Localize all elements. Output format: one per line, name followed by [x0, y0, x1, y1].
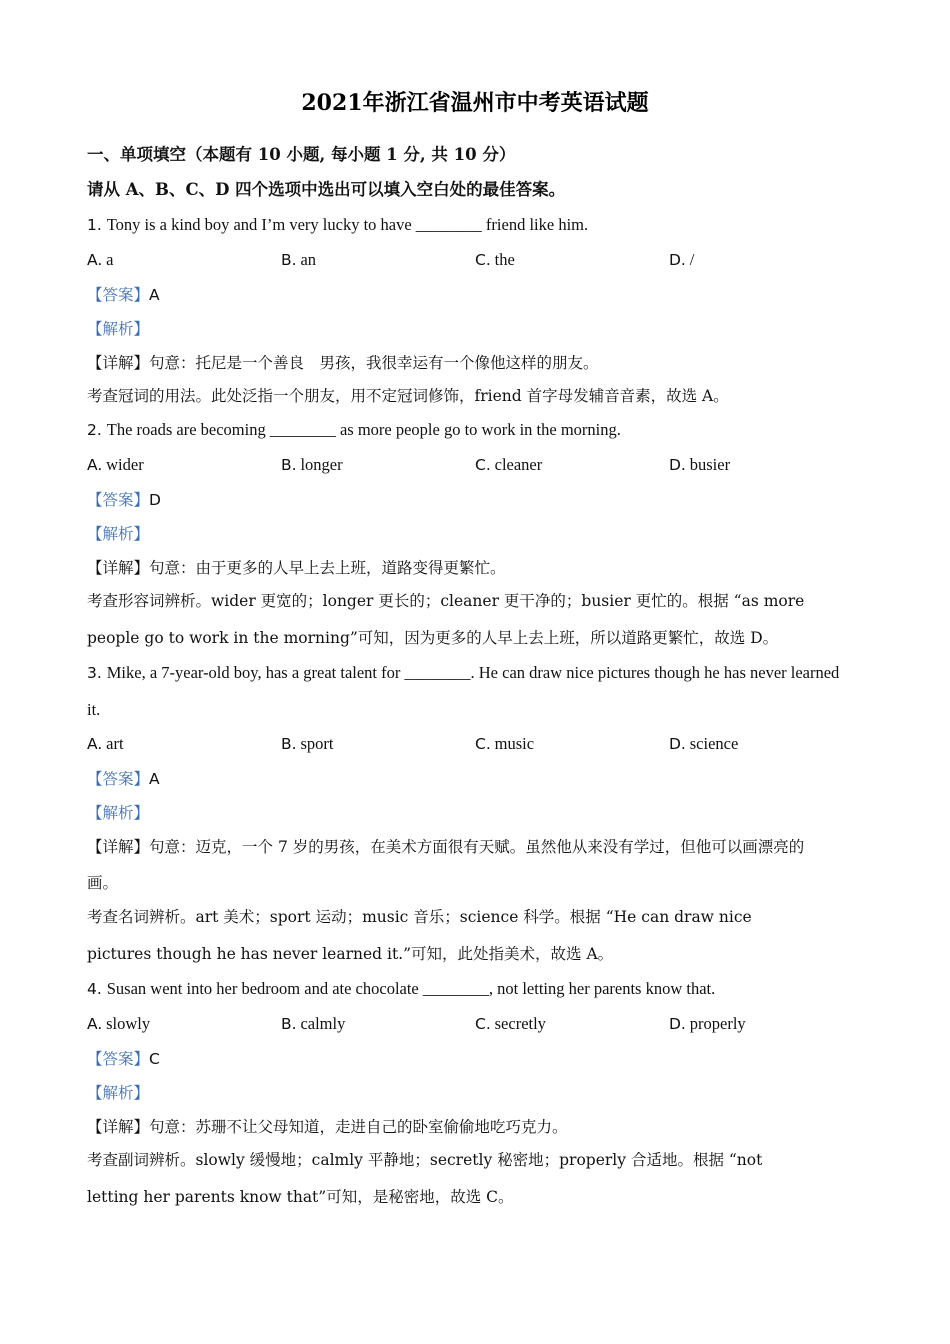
- question-3-stem: [87, 662, 877, 684]
- q3-detail: 【详解】句意：迈克，一个 7 岁的男孩，在美术方面很有天赋。虽然他从来没有学过，但他可以画漂亮的: [87, 838, 805, 856]
- question-text: Mike, a 7-year-old boy, has a great talent for ________. He can draw nice pictures though he has never learned: [106, 663, 840, 682]
- question-number: 2.: [87, 421, 102, 439]
- q2-option-a: A. wider: [87, 455, 144, 474]
- question-number: 4.: [87, 980, 102, 998]
- q3-analysis-label: 【解析】: [87, 804, 150, 822]
- q4-option-d: D. properly: [669, 1014, 746, 1033]
- page-title: 2021年浙江省温州市中考英语试题: [301, 90, 649, 116]
- q1-detail: 【详解】句意：托尼是一个善良 男孩，我很幸运有一个像他这样的朋友。: [87, 354, 599, 372]
- q3-option-d: D. science: [669, 734, 739, 753]
- q1-option-c: C. the: [475, 250, 515, 269]
- q1-analysis-label: 【解析】: [87, 320, 150, 338]
- question-3-stem-continued: it.: [87, 700, 101, 719]
- question-number: 3.: [87, 664, 102, 682]
- q1-option-a: A. a: [87, 250, 114, 269]
- q4-detail: 【详解】句意：苏珊不让父母知道，走进自己的卧室偷偷地吃巧克力。: [87, 1118, 568, 1136]
- q1-explanation: 考查冠词的用法。此处泛指一个朋友，用不定冠词修饰，friend 首字母发辅音音素，故选 A。: [87, 387, 729, 405]
- question-number: 1.: [87, 216, 102, 234]
- q2-analysis-label: 【解析】: [87, 525, 150, 543]
- q2-answer: 【答案】D: [87, 491, 161, 509]
- question-1-stem: [87, 214, 877, 236]
- q3-explanation-line-1: 考查名词辨析。art 美术；sport 运动；music 音乐；science 科学。根据 “He can draw nice: [87, 908, 752, 926]
- q4-answer: 【答案】C: [87, 1050, 160, 1068]
- q3-answer: 【答案】A: [87, 770, 160, 788]
- q1-answer: 【答案】A: [87, 286, 160, 304]
- q2-explanation-line-1: 考查形容词辨析。wider 更宽的；longer 更长的；cleaner 更干净的；busier 更忙的。根据 “as more: [87, 592, 805, 610]
- q4-analysis-label: 【解析】: [87, 1084, 150, 1102]
- q1-option-b: B. an: [281, 250, 317, 269]
- q4-option-c: C. secretly: [475, 1014, 546, 1033]
- q4-explanation-line-2: letting her parents know that”可知，是秘密地，故选 C。: [87, 1188, 514, 1206]
- question-text: The roads are becoming ________ as more people go to work in the morning.: [106, 420, 621, 439]
- question-2-stem: [87, 419, 877, 441]
- q3-explanation-line-2: pictures though he has never learned it.”可知，此处指美术，故选 A。: [87, 945, 614, 963]
- question-4-stem: [87, 978, 877, 1000]
- section-heading: 一、单项填空（本题有 10 小题, 每小题 1 分, 共 10 分）: [87, 145, 516, 164]
- question-text: Susan went into her bedroom and ate chocolate ________, not letting her parents know that.: [106, 979, 716, 998]
- q2-option-d: D. busier: [669, 455, 731, 474]
- q2-option-c: C. cleaner: [475, 455, 543, 474]
- q4-option-a: A. slowly: [87, 1014, 151, 1033]
- section-instruction: 请从 A、B、C、D 四个选项中选出可以填入空白处的最佳答案。: [87, 180, 566, 199]
- q3-option-a: A. art: [87, 734, 124, 753]
- q2-option-b: B. longer: [281, 455, 343, 474]
- q4-option-b: B. calmly: [281, 1014, 346, 1033]
- q3-detail-continued: 画。: [87, 874, 119, 892]
- q2-detail: 【详解】句意：由于更多的人早上去上班，道路变得更繁忙。: [87, 559, 506, 577]
- q1-option-d: D. /: [669, 250, 695, 269]
- question-text: Tony is a kind boy and I’m very lucky to have ________ friend like him.: [106, 215, 589, 234]
- q3-option-c: C. music: [475, 734, 535, 753]
- q2-explanation-line-2: people go to work in the morning”可知，因为更多的人早上去上班，所以道路更繁忙，故选 D。: [87, 629, 779, 647]
- q3-option-b: B. sport: [281, 734, 334, 753]
- q4-explanation-line-1: 考查副词辨析。slowly 缓慢地；calmly 平静地；secretly 秘密地；properly 合适地。根据 “not: [87, 1151, 763, 1169]
